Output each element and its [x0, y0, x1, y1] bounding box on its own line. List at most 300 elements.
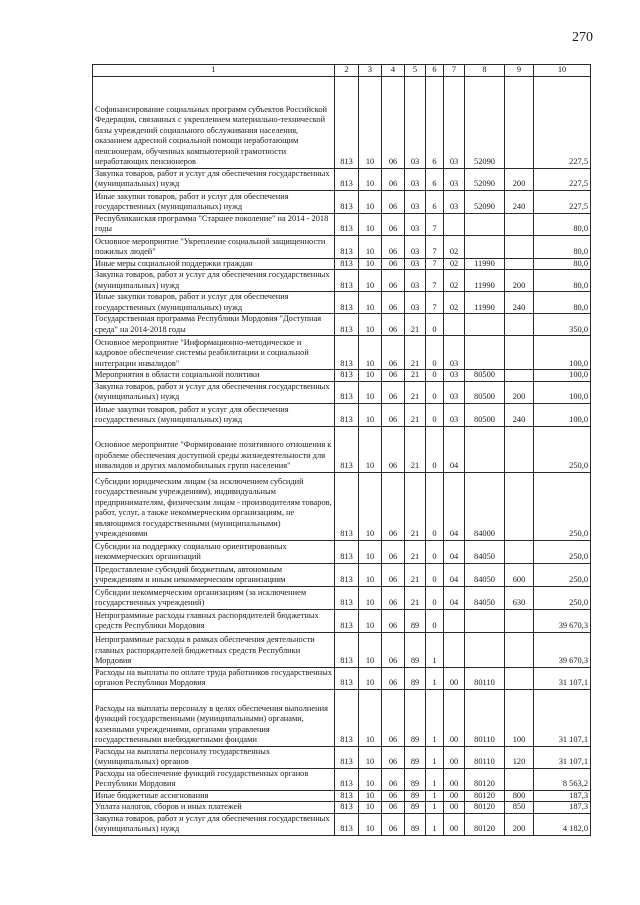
subprogram-cell: 0 [426, 370, 444, 382]
table-row [93, 314, 591, 336]
measure-cell: 03 [444, 403, 465, 426]
table-body [93, 76, 591, 835]
section-cell: 10 [359, 746, 382, 768]
table-row [93, 472, 591, 540]
row-name-cell: Республиканская программа "Старшее поколение" на 2014 - 2018 годы [93, 213, 335, 235]
program-cell: 89 [405, 802, 426, 814]
column-header-6: 6 [426, 65, 444, 77]
direction-cell [465, 609, 505, 632]
measure-cell: 04 [444, 472, 465, 540]
section-cell: 10 [359, 336, 382, 370]
admin-code-cell: 813 [335, 314, 359, 336]
program-cell: 03 [405, 168, 426, 190]
program-cell: 89 [405, 790, 426, 802]
sum-cell: 80,0 [534, 270, 591, 292]
row-name-cell: Мероприятия в области социальной политики [93, 370, 335, 382]
measure-cell: 00 [444, 667, 465, 689]
direction-cell: 80120 [465, 790, 505, 802]
expense-type-cell: 120 [505, 746, 534, 768]
sum-cell: 250,0 [534, 586, 591, 609]
table-row [93, 689, 591, 746]
subsection-cell: 06 [382, 213, 405, 235]
admin-code-cell: 813 [335, 292, 359, 314]
row-name-cell: Закупка товаров, работ и услуг для обеспечения государственных (муниципальных) нужд [93, 813, 335, 835]
column-header-5: 5 [405, 65, 426, 77]
subsection-cell: 06 [382, 746, 405, 768]
subsection-cell: 06 [382, 609, 405, 632]
admin-code-cell: 813 [335, 190, 359, 213]
admin-code-cell: 813 [335, 563, 359, 586]
expense-type-cell: 800 [505, 790, 534, 802]
measure-cell: 04 [444, 563, 465, 586]
subprogram-cell: 0 [426, 540, 444, 563]
subsection-cell: 06 [382, 76, 405, 168]
table-row [93, 336, 591, 370]
admin-code-cell: 813 [335, 746, 359, 768]
section-cell: 10 [359, 213, 382, 235]
table-row [93, 563, 591, 586]
table-row [93, 746, 591, 768]
measure-cell [444, 609, 465, 632]
subsection-cell: 06 [382, 426, 405, 472]
sum-cell: 100,0 [534, 403, 591, 426]
row-name-cell: Государственная программа Республики Мордовия "Доступная среда" на 2014-2018 годы [93, 314, 335, 336]
sum-cell: 350,0 [534, 314, 591, 336]
program-cell: 21 [405, 540, 426, 563]
subprogram-cell: 1 [426, 790, 444, 802]
measure-cell: 03 [444, 370, 465, 382]
section-cell: 10 [359, 190, 382, 213]
section-cell: 10 [359, 632, 382, 667]
page-number: 270 [572, 30, 593, 45]
direction-cell: 80110 [465, 667, 505, 689]
expense-type-cell [505, 667, 534, 689]
section-cell: 10 [359, 314, 382, 336]
sum-cell: 187,3 [534, 802, 591, 814]
budget-table [92, 64, 591, 836]
table-row [93, 213, 591, 235]
column-header-3: 3 [359, 65, 382, 77]
row-name-cell: Субсидии некоммерческим организациям (за исключением государственных учреждений) [93, 586, 335, 609]
program-cell: 03 [405, 190, 426, 213]
subprogram-cell: 0 [426, 336, 444, 370]
direction-cell [465, 235, 505, 258]
expense-type-cell [505, 768, 534, 790]
expense-type-cell: 200 [505, 381, 534, 403]
subprogram-cell: 1 [426, 813, 444, 835]
measure-cell: 02 [444, 292, 465, 314]
direction-cell: 52090 [465, 168, 505, 190]
expense-type-cell [505, 540, 534, 563]
row-name-cell: Непрограммные расходы в рамках обеспечения деятельности главных распорядителей бюджетных средств Республики Мордовия [93, 632, 335, 667]
table-row [93, 632, 591, 667]
row-name-cell: Субсидии юридическим лицам (за исключением субсидий государственным учреждениям), индивидуальным предпринимателям, физическим лицам - производителям товаров, работ, услуг, а также некоммерческим организациям, не являющимся государственными (муниципальными) учреждениями [93, 472, 335, 540]
section-cell: 10 [359, 689, 382, 746]
subprogram-cell: 0 [426, 609, 444, 632]
expense-type-cell: 630 [505, 586, 534, 609]
expense-type-cell: 850 [505, 802, 534, 814]
admin-code-cell: 813 [335, 632, 359, 667]
row-name-cell: Закупка товаров, работ и услуг для обеспечения государственных (муниципальных) нужд [93, 381, 335, 403]
admin-code-cell: 813 [335, 76, 359, 168]
expense-type-cell [505, 235, 534, 258]
program-cell: 89 [405, 689, 426, 746]
program-cell: 21 [405, 403, 426, 426]
section-cell: 10 [359, 426, 382, 472]
direction-cell: 80500 [465, 403, 505, 426]
measure-cell: 03 [444, 190, 465, 213]
sum-cell: 80,0 [534, 235, 591, 258]
sum-cell: 250,0 [534, 563, 591, 586]
direction-cell: 80120 [465, 768, 505, 790]
subsection-cell: 06 [382, 370, 405, 382]
expense-type-cell [505, 314, 534, 336]
measure-cell: 02 [444, 258, 465, 270]
direction-cell: 80120 [465, 802, 505, 814]
column-header-9: 9 [505, 65, 534, 77]
sum-cell: 100,0 [534, 370, 591, 382]
direction-cell: 84050 [465, 586, 505, 609]
row-name-cell: Иные закупки товаров, работ и услуг для обеспечения государственных (муниципальных) нужд [93, 190, 335, 213]
subsection-cell: 06 [382, 540, 405, 563]
measure-cell: 00 [444, 813, 465, 835]
program-cell: 89 [405, 632, 426, 667]
subsection-cell: 06 [382, 381, 405, 403]
subprogram-cell: 7 [426, 292, 444, 314]
direction-cell: 80500 [465, 370, 505, 382]
measure-cell: 00 [444, 689, 465, 746]
expense-type-cell: 100 [505, 689, 534, 746]
direction-cell [465, 213, 505, 235]
subprogram-cell: 0 [426, 472, 444, 540]
section-cell: 10 [359, 292, 382, 314]
section-cell: 10 [359, 802, 382, 814]
sum-cell: 4 182,0 [534, 813, 591, 835]
table-row [93, 813, 591, 835]
expense-type-cell: 200 [505, 270, 534, 292]
header-row [93, 65, 591, 77]
subprogram-cell: 7 [426, 213, 444, 235]
subsection-cell: 06 [382, 586, 405, 609]
admin-code-cell: 813 [335, 790, 359, 802]
column-header-10: 10 [534, 65, 591, 77]
admin-code-cell: 813 [335, 336, 359, 370]
subsection-cell: 06 [382, 168, 405, 190]
measure-cell: 03 [444, 168, 465, 190]
section-cell: 10 [359, 472, 382, 540]
subsection-cell: 06 [382, 632, 405, 667]
admin-code-cell: 813 [335, 609, 359, 632]
expense-type-cell [505, 632, 534, 667]
program-cell: 89 [405, 768, 426, 790]
section-cell: 10 [359, 76, 382, 168]
subsection-cell: 06 [382, 790, 405, 802]
subsection-cell: 06 [382, 802, 405, 814]
section-cell: 10 [359, 540, 382, 563]
subprogram-cell: 0 [426, 314, 444, 336]
sum-cell: 250,0 [534, 472, 591, 540]
section-cell: 10 [359, 609, 382, 632]
row-name-cell: Предоставление субсидий бюджетным, автономным учреждениям и иным некоммерческим организациям [93, 563, 335, 586]
subsection-cell: 06 [382, 190, 405, 213]
direction-cell: 52090 [465, 190, 505, 213]
subprogram-cell: 1 [426, 689, 444, 746]
subsection-cell: 06 [382, 563, 405, 586]
admin-code-cell: 813 [335, 689, 359, 746]
measure-cell: 00 [444, 768, 465, 790]
row-name-cell: Расходы на выплаты по оплате труда работников государственных органов Республики Мордовия [93, 667, 335, 689]
row-name-cell: Субсидии на поддержку социально ориентированных некоммерческих организаций [93, 540, 335, 563]
program-cell: 03 [405, 292, 426, 314]
row-name-cell: Закупка товаров, работ и услуг для обеспечения государственных (муниципальных) нужд [93, 270, 335, 292]
direction-cell: 11990 [465, 292, 505, 314]
subsection-cell: 06 [382, 403, 405, 426]
sum-cell: 80,0 [534, 213, 591, 235]
measure-cell: 04 [444, 426, 465, 472]
column-header-2: 2 [335, 65, 359, 77]
expense-type-cell [505, 472, 534, 540]
subprogram-cell: 7 [426, 258, 444, 270]
measure-cell: 02 [444, 235, 465, 258]
admin-code-cell: 813 [335, 235, 359, 258]
subprogram-cell: 6 [426, 76, 444, 168]
section-cell: 10 [359, 563, 382, 586]
direction-cell: 80110 [465, 746, 505, 768]
admin-code-cell: 813 [335, 270, 359, 292]
expense-type-cell: 240 [505, 190, 534, 213]
sum-cell: 100,0 [534, 381, 591, 403]
subsection-cell: 06 [382, 270, 405, 292]
subsection-cell: 06 [382, 689, 405, 746]
admin-code-cell: 813 [335, 813, 359, 835]
sum-cell: 39 670,3 [534, 609, 591, 632]
admin-code-cell: 813 [335, 403, 359, 426]
table-row [93, 381, 591, 403]
subprogram-cell: 6 [426, 190, 444, 213]
expense-type-cell [505, 426, 534, 472]
expense-type-cell: 600 [505, 563, 534, 586]
measure-cell [444, 213, 465, 235]
sum-cell: 31 107,1 [534, 689, 591, 746]
program-cell: 21 [405, 563, 426, 586]
expense-type-cell: 240 [505, 403, 534, 426]
table-row [93, 667, 591, 689]
column-header-1: 1 [93, 65, 335, 77]
measure-cell: 03 [444, 76, 465, 168]
measure-cell: 03 [444, 336, 465, 370]
program-cell: 21 [405, 314, 426, 336]
program-cell: 03 [405, 270, 426, 292]
section-cell: 10 [359, 258, 382, 270]
subprogram-cell: 1 [426, 632, 444, 667]
expense-type-cell [505, 336, 534, 370]
measure-cell: 04 [444, 540, 465, 563]
sum-cell: 80,0 [534, 258, 591, 270]
subsection-cell: 06 [382, 667, 405, 689]
subprogram-cell: 7 [426, 270, 444, 292]
subsection-cell: 06 [382, 336, 405, 370]
subprogram-cell: 1 [426, 802, 444, 814]
subprogram-cell: 1 [426, 768, 444, 790]
measure-cell [444, 314, 465, 336]
section-cell: 10 [359, 270, 382, 292]
table-row [93, 540, 591, 563]
direction-cell [465, 336, 505, 370]
subprogram-cell: 0 [426, 586, 444, 609]
sum-cell: 187,3 [534, 790, 591, 802]
direction-cell [465, 314, 505, 336]
admin-code-cell: 813 [335, 586, 359, 609]
admin-code-cell: 813 [335, 667, 359, 689]
measure-cell [444, 632, 465, 667]
program-cell: 21 [405, 426, 426, 472]
section-cell: 10 [359, 790, 382, 802]
sum-cell: 8 563,2 [534, 768, 591, 790]
admin-code-cell: 813 [335, 472, 359, 540]
program-cell: 03 [405, 258, 426, 270]
subsection-cell: 06 [382, 768, 405, 790]
direction-cell: 11990 [465, 270, 505, 292]
admin-code-cell: 813 [335, 258, 359, 270]
table-row [93, 258, 591, 270]
subsection-cell: 06 [382, 235, 405, 258]
program-cell: 21 [405, 586, 426, 609]
measure-cell: 00 [444, 790, 465, 802]
program-cell: 89 [405, 813, 426, 835]
admin-code-cell: 813 [335, 381, 359, 403]
admin-code-cell: 813 [335, 426, 359, 472]
section-cell: 10 [359, 403, 382, 426]
sum-cell: 80,0 [534, 292, 591, 314]
section-cell: 10 [359, 586, 382, 609]
subprogram-cell: 1 [426, 746, 444, 768]
admin-code-cell: 813 [335, 802, 359, 814]
row-name-cell: Иные закупки товаров, работ и услуг для обеспечения государственных (муниципальных) нужд [93, 403, 335, 426]
row-name-cell: Закупка товаров, работ и услуг для обеспечения государственных (муниципальных) нужд [93, 168, 335, 190]
section-cell: 10 [359, 667, 382, 689]
direction-cell: 80500 [465, 381, 505, 403]
sum-cell: 227,5 [534, 190, 591, 213]
row-name-cell: Непрограммные расходы главных распорядителей бюджетных средств Республики Мордовия [93, 609, 335, 632]
table-row [93, 768, 591, 790]
expense-type-cell [505, 258, 534, 270]
expense-type-cell: 200 [505, 168, 534, 190]
admin-code-cell: 813 [335, 213, 359, 235]
row-name-cell: Иные бюджетные ассигнования [93, 790, 335, 802]
row-name-cell: Уплата налогов, сборов и иных платежей [93, 802, 335, 814]
subprogram-cell: 6 [426, 168, 444, 190]
measure-cell: 02 [444, 270, 465, 292]
table-row [93, 790, 591, 802]
subprogram-cell: 0 [426, 381, 444, 403]
section-cell: 10 [359, 370, 382, 382]
section-cell: 10 [359, 235, 382, 258]
direction-cell: 80110 [465, 689, 505, 746]
row-name-cell: Основное мероприятие "Информационно-методическое и кадровое обеспечение системы реабилитации и социальной интеграции инвалидов" [93, 336, 335, 370]
column-header-4: 4 [382, 65, 405, 77]
table-row [93, 426, 591, 472]
table-row [93, 802, 591, 814]
table-row [93, 370, 591, 382]
section-cell: 10 [359, 813, 382, 835]
subsection-cell: 06 [382, 292, 405, 314]
direction-cell: 84000 [465, 472, 505, 540]
direction-cell: 84050 [465, 563, 505, 586]
expense-type-cell [505, 76, 534, 168]
sum-cell: 227,5 [534, 76, 591, 168]
row-name-cell: Иные меры социальной поддержки граждан [93, 258, 335, 270]
table-row [93, 292, 591, 314]
program-cell: 21 [405, 336, 426, 370]
expense-type-cell [505, 370, 534, 382]
table-row [93, 270, 591, 292]
table-row [93, 586, 591, 609]
program-cell: 03 [405, 76, 426, 168]
direction-cell: 52090 [465, 76, 505, 168]
subprogram-cell: 0 [426, 426, 444, 472]
measure-cell: 04 [444, 586, 465, 609]
row-name-cell: Иные закупки товаров, работ и услуг для обеспечения государственных (муниципальных) нужд [93, 292, 335, 314]
section-cell: 10 [359, 168, 382, 190]
program-cell: 03 [405, 235, 426, 258]
admin-code-cell: 813 [335, 540, 359, 563]
expense-type-cell [505, 609, 534, 632]
column-header-7: 7 [444, 65, 465, 77]
subprogram-cell: 1 [426, 667, 444, 689]
program-cell: 03 [405, 213, 426, 235]
sum-cell: 250,0 [534, 540, 591, 563]
program-cell: 21 [405, 381, 426, 403]
subsection-cell: 06 [382, 813, 405, 835]
row-name-cell: Основное мероприятие "Укрепление социальной защищенности пожилых людей" [93, 235, 335, 258]
subprogram-cell: 0 [426, 563, 444, 586]
expense-type-cell: 200 [505, 813, 534, 835]
table-row [93, 403, 591, 426]
program-cell: 89 [405, 609, 426, 632]
direction-cell: 84050 [465, 540, 505, 563]
measure-cell: 00 [444, 746, 465, 768]
sum-cell: 39 670,3 [534, 632, 591, 667]
table-row [93, 168, 591, 190]
table-row [93, 76, 591, 168]
row-name-cell: Расходы на выплаты персоналу государственных (муниципальных) органов [93, 746, 335, 768]
subprogram-cell: 0 [426, 403, 444, 426]
program-cell: 89 [405, 667, 426, 689]
subsection-cell: 06 [382, 314, 405, 336]
section-cell: 10 [359, 768, 382, 790]
program-cell: 21 [405, 370, 426, 382]
table-row [93, 190, 591, 213]
admin-code-cell: 813 [335, 168, 359, 190]
column-header-8: 8 [465, 65, 505, 77]
row-name-cell: Софинансирование социальных программ субъектов Российской Федерации, связанных с укреплением материально-технической базы учреждений социального обслуживания населения, оказанием адресной социальной помощи неработающим пенсионерам, обученных компьютерной грамотности неработающих пенсионеров [93, 76, 335, 168]
section-cell: 10 [359, 381, 382, 403]
sum-cell: 227,5 [534, 168, 591, 190]
measure-cell: 03 [444, 381, 465, 403]
sum-cell: 100,0 [534, 336, 591, 370]
program-cell: 21 [405, 472, 426, 540]
subsection-cell: 06 [382, 258, 405, 270]
program-cell: 89 [405, 746, 426, 768]
direction-cell: 11990 [465, 258, 505, 270]
expense-type-cell [505, 213, 534, 235]
subsection-cell: 06 [382, 472, 405, 540]
row-name-cell: Расходы на обеспечение функций государственных органов Республики Мордовия [93, 768, 335, 790]
direction-cell [465, 632, 505, 667]
row-name-cell: Расходы на выплаты персоналу в целях обеспечения выполнения функций государственными (муниципальными) органами, казенными учреждениями, органами управления государственными внебюджетными фондами [93, 689, 335, 746]
expense-type-cell: 240 [505, 292, 534, 314]
table-row [93, 609, 591, 632]
